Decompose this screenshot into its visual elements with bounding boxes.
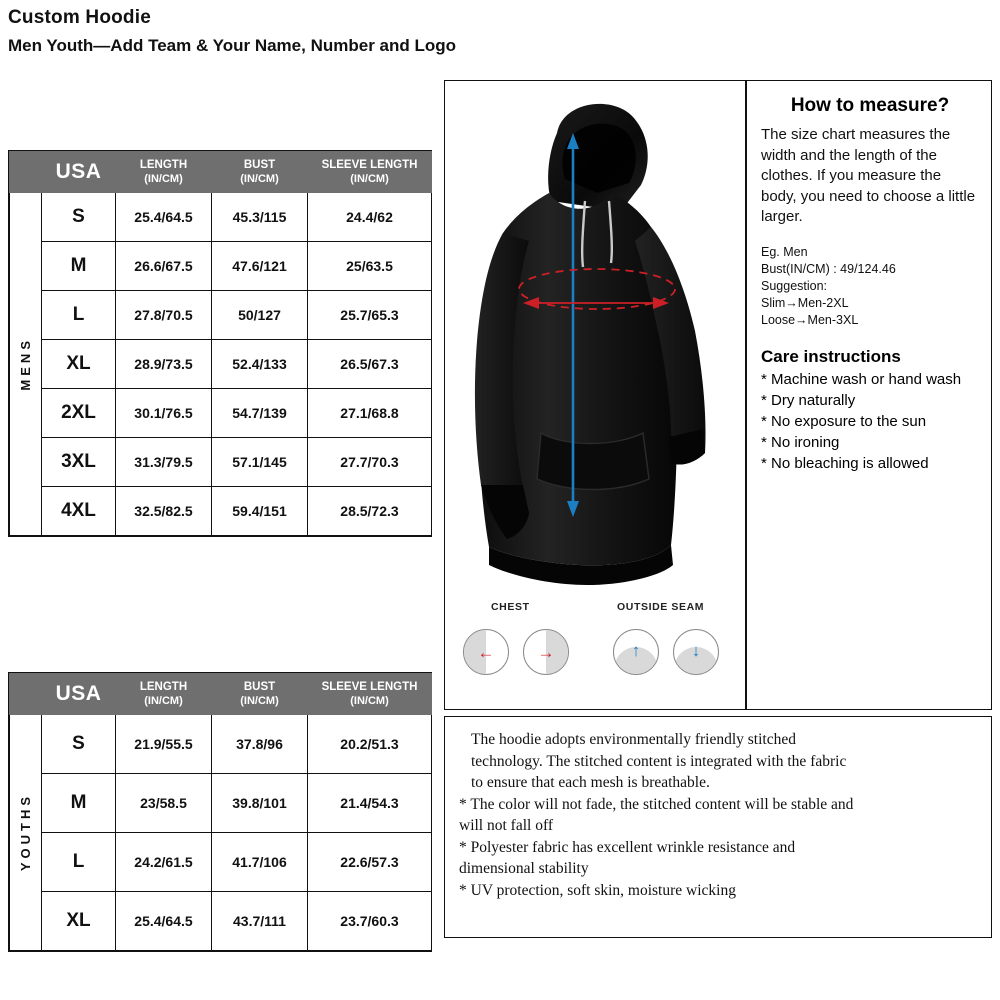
cell-sleeve: 20.2/51.3 bbox=[308, 715, 432, 774]
col-sleeve-label: SLEEVE LENGTH bbox=[321, 681, 418, 693]
cell-length: 21.9/55.5 bbox=[116, 715, 212, 774]
youth-group-head bbox=[10, 674, 42, 715]
cell-size: S bbox=[42, 715, 116, 774]
how-to-measure-paragraph: The size chart measures the width and the length of the clothes. If you measure the body, you need to choose a little larger. bbox=[761, 126, 976, 225]
header bbox=[8, 6, 992, 58]
care-item: * Machine wash or hand wash bbox=[761, 370, 962, 388]
care-item: * No exposure to the sun bbox=[761, 412, 927, 430]
table-row bbox=[10, 487, 432, 536]
how-to-measure-title: How to measure? bbox=[790, 95, 950, 116]
table-header-row bbox=[10, 152, 432, 193]
note-line: will not fall off bbox=[459, 817, 553, 834]
seam-icon-down: ↓ bbox=[673, 629, 719, 675]
cell-length: 23/58.5 bbox=[116, 774, 212, 833]
col-sleeve bbox=[308, 674, 432, 715]
care-instructions-title: Care instructions bbox=[761, 346, 901, 366]
note-line: * UV protection, soft skin, moisture wicking bbox=[459, 881, 736, 899]
product-diagram-panel bbox=[444, 80, 746, 710]
col-length-unit: (IN/CM) bbox=[144, 173, 183, 185]
example-line: Eg. Men bbox=[761, 244, 808, 259]
cell-size: 4XL bbox=[42, 487, 116, 536]
cell-bust: 47.6/121 bbox=[212, 242, 308, 291]
cell-sleeve: 21.4/54.3 bbox=[308, 774, 432, 833]
chest-icon-left: ← bbox=[463, 629, 509, 675]
cell-length: 25.4/64.5 bbox=[116, 193, 212, 242]
youth-group-label: YOUTHS bbox=[18, 793, 33, 872]
table-row bbox=[10, 340, 432, 389]
example-block bbox=[761, 244, 979, 329]
youth-table-body bbox=[10, 715, 432, 951]
cell-bust: 45.3/115 bbox=[212, 193, 308, 242]
cell-length: 25.4/64.5 bbox=[116, 892, 212, 951]
cell-bust: 39.8/101 bbox=[212, 774, 308, 833]
cell-size: S bbox=[42, 193, 116, 242]
table-row bbox=[10, 833, 432, 892]
table-row bbox=[10, 291, 432, 340]
cell-length: 32.5/82.5 bbox=[116, 487, 212, 536]
table-row bbox=[10, 242, 432, 291]
cell-sleeve: 25.7/65.3 bbox=[308, 291, 432, 340]
cell-size: 3XL bbox=[42, 438, 116, 487]
cell-sleeve: 27.7/70.3 bbox=[308, 438, 432, 487]
care-item: * No bleaching is allowed bbox=[761, 454, 929, 472]
cell-size: L bbox=[42, 291, 116, 340]
col-bust bbox=[212, 674, 308, 715]
example-line: Slim→Men-2XL bbox=[761, 295, 849, 310]
table-row bbox=[10, 389, 432, 438]
note-line: * Polyester fabric has excellent wrinkle resistance and bbox=[459, 838, 796, 856]
table-row bbox=[10, 438, 432, 487]
cell-bust: 59.4/151 bbox=[212, 487, 308, 536]
col-sleeve-unit: (IN/CM) bbox=[350, 695, 389, 707]
cell-size: 2XL bbox=[42, 389, 116, 438]
cell-sleeve: 23.7/60.3 bbox=[308, 892, 432, 951]
example-line: Bust(IN/CM) : 49/124.46 bbox=[761, 261, 896, 276]
table-row bbox=[10, 774, 432, 833]
page-subtitle: Men Youth—Add Team & Your Name, Number and Logo bbox=[8, 36, 457, 55]
cell-sleeve: 25/63.5 bbox=[308, 242, 432, 291]
cell-size: M bbox=[42, 242, 116, 291]
table-row bbox=[10, 193, 432, 242]
page-title: Custom Hoodie bbox=[8, 7, 151, 28]
col-bust-label: BUST bbox=[243, 159, 276, 171]
care-item: * Dry naturally bbox=[761, 391, 856, 409]
col-length bbox=[116, 674, 212, 715]
col-usa: USA bbox=[42, 674, 116, 715]
example-line: Loose→Men-3XL bbox=[761, 312, 859, 327]
note-line: dimensional stability bbox=[459, 860, 589, 877]
cell-size: XL bbox=[42, 340, 116, 389]
cell-sleeve: 26.5/67.3 bbox=[308, 340, 432, 389]
cell-sleeve: 24.4/62 bbox=[308, 193, 432, 242]
mens-table bbox=[9, 151, 432, 536]
col-bust-label: BUST bbox=[243, 681, 276, 693]
col-length-label: LENGTH bbox=[139, 681, 188, 693]
note-line: * The color will not fade, the stitched content will be stable and bbox=[459, 795, 854, 813]
hoodie-illustration bbox=[445, 81, 745, 601]
cell-size: XL bbox=[42, 892, 116, 951]
col-bust-unit: (IN/CM) bbox=[240, 695, 279, 707]
chest-label: CHEST bbox=[491, 601, 530, 613]
col-length bbox=[116, 152, 212, 193]
cell-sleeve: 22.6/57.3 bbox=[308, 833, 432, 892]
table-row bbox=[10, 892, 432, 951]
col-length-label: LENGTH bbox=[139, 159, 188, 171]
cell-length: 31.3/79.5 bbox=[116, 438, 212, 487]
cell-bust: 37.8/96 bbox=[212, 715, 308, 774]
care-item: * No ironing bbox=[761, 433, 840, 451]
mens-table-head bbox=[10, 152, 432, 193]
care-instructions-list bbox=[761, 369, 979, 474]
mens-group-head bbox=[10, 152, 42, 193]
cell-bust: 50/127 bbox=[212, 291, 308, 340]
outside-seam-label: OUTSIDE SEAM bbox=[617, 601, 705, 613]
youth-size-table bbox=[8, 672, 432, 952]
col-bust bbox=[212, 152, 308, 193]
cell-size: L bbox=[42, 833, 116, 892]
table-row bbox=[10, 715, 432, 774]
seam-icon-up: ↑ bbox=[613, 629, 659, 675]
youth-table-head bbox=[10, 674, 432, 715]
youth-group-label-cell bbox=[10, 715, 42, 951]
table-header-row bbox=[10, 674, 432, 715]
col-usa: USA bbox=[42, 152, 116, 193]
fabric-note-panel bbox=[444, 716, 992, 938]
col-sleeve-label: SLEEVE LENGTH bbox=[321, 159, 418, 171]
col-sleeve bbox=[308, 152, 432, 193]
chest-icon-right: → bbox=[523, 629, 569, 675]
note-line: technology. The stitched content is integrated with the fabric bbox=[471, 752, 847, 770]
note-line: to ensure that each mesh is breathable. bbox=[471, 774, 710, 791]
youth-table bbox=[9, 673, 432, 951]
cell-length: 26.6/67.5 bbox=[116, 242, 212, 291]
mens-size-table bbox=[8, 150, 432, 537]
mens-table-body bbox=[10, 193, 432, 536]
cell-bust: 57.1/145 bbox=[212, 438, 308, 487]
mens-group-label-cell bbox=[10, 193, 42, 536]
cell-sleeve: 27.1/68.8 bbox=[308, 389, 432, 438]
mens-group-label: MENS bbox=[18, 337, 33, 391]
col-bust-unit: (IN/CM) bbox=[240, 173, 279, 185]
cell-length: 28.9/73.5 bbox=[116, 340, 212, 389]
how-to-measure-panel bbox=[746, 80, 992, 710]
cell-sleeve: 28.5/72.3 bbox=[308, 487, 432, 536]
cell-length: 30.1/76.5 bbox=[116, 389, 212, 438]
cell-bust: 43.7/111 bbox=[212, 892, 308, 951]
cell-length: 27.8/70.5 bbox=[116, 291, 212, 340]
cell-bust: 52.4/133 bbox=[212, 340, 308, 389]
col-sleeve-unit: (IN/CM) bbox=[350, 173, 389, 185]
cell-bust: 41.7/106 bbox=[212, 833, 308, 892]
example-line: Suggestion: bbox=[761, 278, 828, 293]
col-length-unit: (IN/CM) bbox=[144, 695, 183, 707]
cell-size: M bbox=[42, 774, 116, 833]
note-line: The hoodie adopts environmentally friendly stitched bbox=[471, 731, 796, 748]
cell-bust: 54.7/139 bbox=[212, 389, 308, 438]
cell-length: 24.2/61.5 bbox=[116, 833, 212, 892]
